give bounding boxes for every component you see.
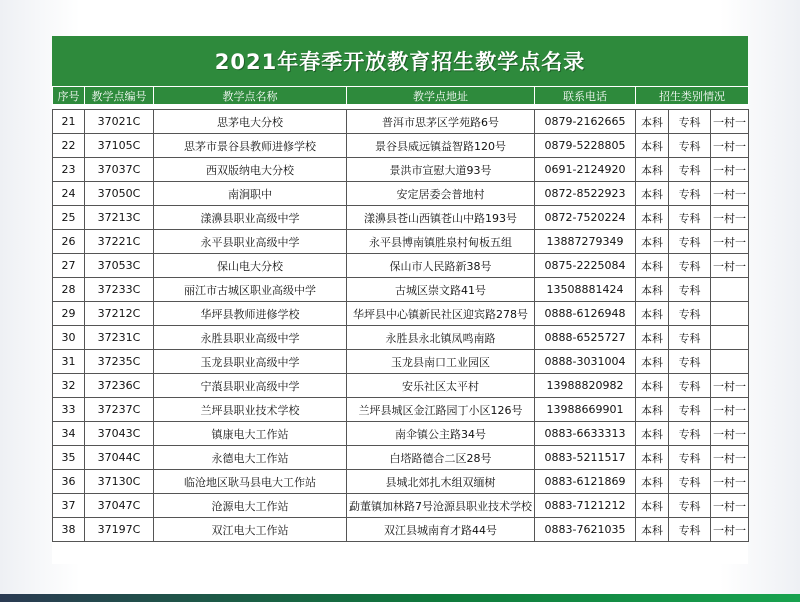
cell-college: 专科	[669, 158, 711, 182]
cell-phone: 0872-8522923	[535, 182, 636, 206]
cell-village: 一村一	[711, 398, 749, 422]
cell-phone: 0879-2162665	[535, 110, 636, 134]
cell-village: 一村一	[711, 254, 749, 278]
cell-college: 专科	[669, 446, 711, 470]
cell-village: 一村一	[711, 230, 749, 254]
table-row	[53, 302, 749, 326]
cell-address: 永平县博南镇胜泉村甸板五组	[347, 230, 535, 254]
cell-bachelor: 本科	[636, 374, 669, 398]
cell-name: 宁蒗县职业高级中学	[154, 374, 347, 398]
cell-seq: 25	[53, 206, 85, 230]
cell-address: 华坪县中心镇新民社区迎宾路278号	[347, 302, 535, 326]
cell-village: 一村一	[711, 518, 749, 542]
cell-college: 专科	[669, 518, 711, 542]
table-row	[53, 134, 749, 158]
table-row	[53, 182, 749, 206]
cell-address: 双江县城南育才路44号	[347, 518, 535, 542]
cell-address: 景谷县威远镇益智路120号	[347, 134, 535, 158]
cell-village: 一村一	[711, 182, 749, 206]
cell-code: 37021C	[85, 110, 154, 134]
cell-phone: 0883-7121212	[535, 494, 636, 518]
cell-phone: 0888-3031004	[535, 350, 636, 374]
cell-seq: 28	[53, 278, 85, 302]
cell-name: 兰坪县职业技术学校	[154, 398, 347, 422]
cell-code: 37233C	[85, 278, 154, 302]
cell-phone: 0879-5228805	[535, 134, 636, 158]
cell-phone: 0883-6121869	[535, 470, 636, 494]
cell-bachelor: 本科	[636, 134, 669, 158]
cell-seq: 34	[53, 422, 85, 446]
header-code: 教学点编号	[85, 87, 154, 105]
cell-seq: 29	[53, 302, 85, 326]
cell-college: 专科	[669, 230, 711, 254]
cell-seq: 24	[53, 182, 85, 206]
cell-village: 一村一	[711, 374, 749, 398]
title-bar	[52, 36, 748, 86]
table-row	[53, 158, 749, 182]
cell-college: 专科	[669, 422, 711, 446]
cell-address: 永胜县永北镇凤鸣南路	[347, 326, 535, 350]
cell-seq: 31	[53, 350, 85, 374]
cell-address: 古城区崇文路41号	[347, 278, 535, 302]
cell-name: 思茅市景谷县教师进修学校	[154, 134, 347, 158]
cell-bachelor: 本科	[636, 518, 669, 542]
cell-bachelor: 本科	[636, 206, 669, 230]
cell-bachelor: 本科	[636, 278, 669, 302]
cell-phone: 0883-7621035	[535, 518, 636, 542]
cell-bachelor: 本科	[636, 158, 669, 182]
cell-college: 专科	[669, 302, 711, 326]
cell-college: 专科	[669, 206, 711, 230]
cell-address: 普洱市思茅区学苑路6号	[347, 110, 535, 134]
cell-seq: 35	[53, 446, 85, 470]
cell-phone: 0883-6633313	[535, 422, 636, 446]
cell-seq: 30	[53, 326, 85, 350]
cell-bachelor: 本科	[636, 350, 669, 374]
cell-college: 专科	[669, 254, 711, 278]
cell-name: 永德电大工作站	[154, 446, 347, 470]
header-name: 教学点名称	[154, 87, 347, 105]
cell-address: 安定居委会普地村	[347, 182, 535, 206]
cell-seq: 22	[53, 134, 85, 158]
document-title: 2021年春季开放教育招生教学点名录	[214, 50, 586, 74]
table-row	[53, 350, 749, 374]
cell-village: 一村一	[711, 446, 749, 470]
table-row	[53, 398, 749, 422]
cell-seq: 33	[53, 398, 85, 422]
table-row	[53, 422, 749, 446]
cell-address: 兰坪县城区金江路园丁小区126号	[347, 398, 535, 422]
cell-name: 玉龙县职业高级中学	[154, 350, 347, 374]
cell-college: 专科	[669, 494, 711, 518]
cell-village: 一村一	[711, 158, 749, 182]
table-row	[53, 446, 749, 470]
cell-phone: 0888-6525727	[535, 326, 636, 350]
header-phone: 联系电话	[535, 87, 636, 105]
cell-village: 一村一	[711, 422, 749, 446]
cell-college: 专科	[669, 374, 711, 398]
cell-code: 37221C	[85, 230, 154, 254]
cell-code: 37047C	[85, 494, 154, 518]
header-category: 招生类别情况	[636, 87, 749, 105]
cell-seq: 32	[53, 374, 85, 398]
cell-code: 37236C	[85, 374, 154, 398]
cell-code: 37105C	[85, 134, 154, 158]
table-row	[53, 494, 749, 518]
header-address: 教学点地址	[347, 87, 535, 105]
cell-phone: 0691-2124920	[535, 158, 636, 182]
cell-seq: 27	[53, 254, 85, 278]
cell-name: 南涧职中	[154, 182, 347, 206]
cell-village: 一村一	[711, 494, 749, 518]
cell-name: 华坪县教师进修学校	[154, 302, 347, 326]
cell-village	[711, 326, 749, 350]
cell-name: 沧源电大工作站	[154, 494, 347, 518]
cell-seq: 37	[53, 494, 85, 518]
table-row	[53, 518, 749, 542]
cell-bachelor: 本科	[636, 398, 669, 422]
cell-code: 37050C	[85, 182, 154, 206]
cell-code: 37212C	[85, 302, 154, 326]
cell-college: 专科	[669, 398, 711, 422]
cell-address: 漾濞县苍山西镇苍山中路193号	[347, 206, 535, 230]
cell-address: 玉龙县南口工业园区	[347, 350, 535, 374]
table-row	[53, 326, 749, 350]
cell-bachelor: 本科	[636, 422, 669, 446]
cell-address: 保山市人民路新38号	[347, 254, 535, 278]
cell-code: 37053C	[85, 254, 154, 278]
cell-phone: 0872-7520224	[535, 206, 636, 230]
cell-phone: 0875-2225084	[535, 254, 636, 278]
cell-village: 一村一	[711, 110, 749, 134]
cell-seq: 36	[53, 470, 85, 494]
cell-phone: 13988820982	[535, 374, 636, 398]
cell-bachelor: 本科	[636, 230, 669, 254]
cell-address: 安乐社区太平村	[347, 374, 535, 398]
cell-code: 37043C	[85, 422, 154, 446]
cell-address: 白塔路德合二区28号	[347, 446, 535, 470]
cell-phone: 13988669901	[535, 398, 636, 422]
table-row	[53, 374, 749, 398]
cell-address: 景洪市宣慰大道93号	[347, 158, 535, 182]
cell-code: 37037C	[85, 158, 154, 182]
bottom-accent-bar	[0, 594, 800, 602]
cell-code: 37044C	[85, 446, 154, 470]
cell-name: 思茅电大分校	[154, 110, 347, 134]
cell-code: 37235C	[85, 350, 154, 374]
cell-seq: 21	[53, 110, 85, 134]
cell-bachelor: 本科	[636, 446, 669, 470]
cell-name: 保山电大分校	[154, 254, 347, 278]
cell-seq: 23	[53, 158, 85, 182]
cell-village	[711, 302, 749, 326]
cell-village	[711, 350, 749, 374]
cell-seq: 26	[53, 230, 85, 254]
cell-college: 专科	[669, 278, 711, 302]
table-row	[53, 254, 749, 278]
cell-college: 专科	[669, 350, 711, 374]
cell-college: 专科	[669, 134, 711, 158]
directory-table	[52, 86, 749, 542]
table-row	[53, 470, 749, 494]
table-header-row	[53, 87, 749, 105]
cell-name: 永胜县职业高级中学	[154, 326, 347, 350]
cell-code: 37213C	[85, 206, 154, 230]
cell-code: 37231C	[85, 326, 154, 350]
cell-address: 南伞镇公主路34号	[347, 422, 535, 446]
cell-name: 漾濞县职业高级中学	[154, 206, 347, 230]
cell-village	[711, 278, 749, 302]
table-row	[53, 110, 749, 134]
cell-bachelor: 本科	[636, 254, 669, 278]
cell-college: 专科	[669, 110, 711, 134]
cell-bachelor: 本科	[636, 110, 669, 134]
cell-code: 37130C	[85, 470, 154, 494]
cell-phone: 0888-6126948	[535, 302, 636, 326]
cell-address: 勐董镇加林路7号沧源县职业技术学校	[347, 494, 535, 518]
cell-bachelor: 本科	[636, 182, 669, 206]
directory-document	[52, 36, 748, 564]
cell-phone: 13887279349	[535, 230, 636, 254]
cell-village: 一村一	[711, 134, 749, 158]
cell-address: 县城北郊扎木组双缅树	[347, 470, 535, 494]
cell-phone: 0883-5211517	[535, 446, 636, 470]
cell-name: 临沧地区耿马县电大工作站	[154, 470, 347, 494]
table-row	[53, 206, 749, 230]
cell-college: 专科	[669, 326, 711, 350]
cell-bachelor: 本科	[636, 494, 669, 518]
cell-name: 西双版纳电大分校	[154, 158, 347, 182]
cell-code: 37197C	[85, 518, 154, 542]
cell-village: 一村一	[711, 470, 749, 494]
table-row	[53, 230, 749, 254]
cell-name: 永平县职业高级中学	[154, 230, 347, 254]
header-seq: 序号	[53, 87, 85, 105]
cell-village: 一村一	[711, 206, 749, 230]
cell-name: 丽江市古城区职业高级中学	[154, 278, 347, 302]
cell-name: 双江电大工作站	[154, 518, 347, 542]
cell-phone: 13508881424	[535, 278, 636, 302]
table-row	[53, 278, 749, 302]
cell-bachelor: 本科	[636, 302, 669, 326]
cell-college: 专科	[669, 182, 711, 206]
cell-code: 37237C	[85, 398, 154, 422]
cell-name: 镇康电大工作站	[154, 422, 347, 446]
cell-seq: 38	[53, 518, 85, 542]
cell-bachelor: 本科	[636, 326, 669, 350]
cell-college: 专科	[669, 470, 711, 494]
cell-bachelor: 本科	[636, 470, 669, 494]
